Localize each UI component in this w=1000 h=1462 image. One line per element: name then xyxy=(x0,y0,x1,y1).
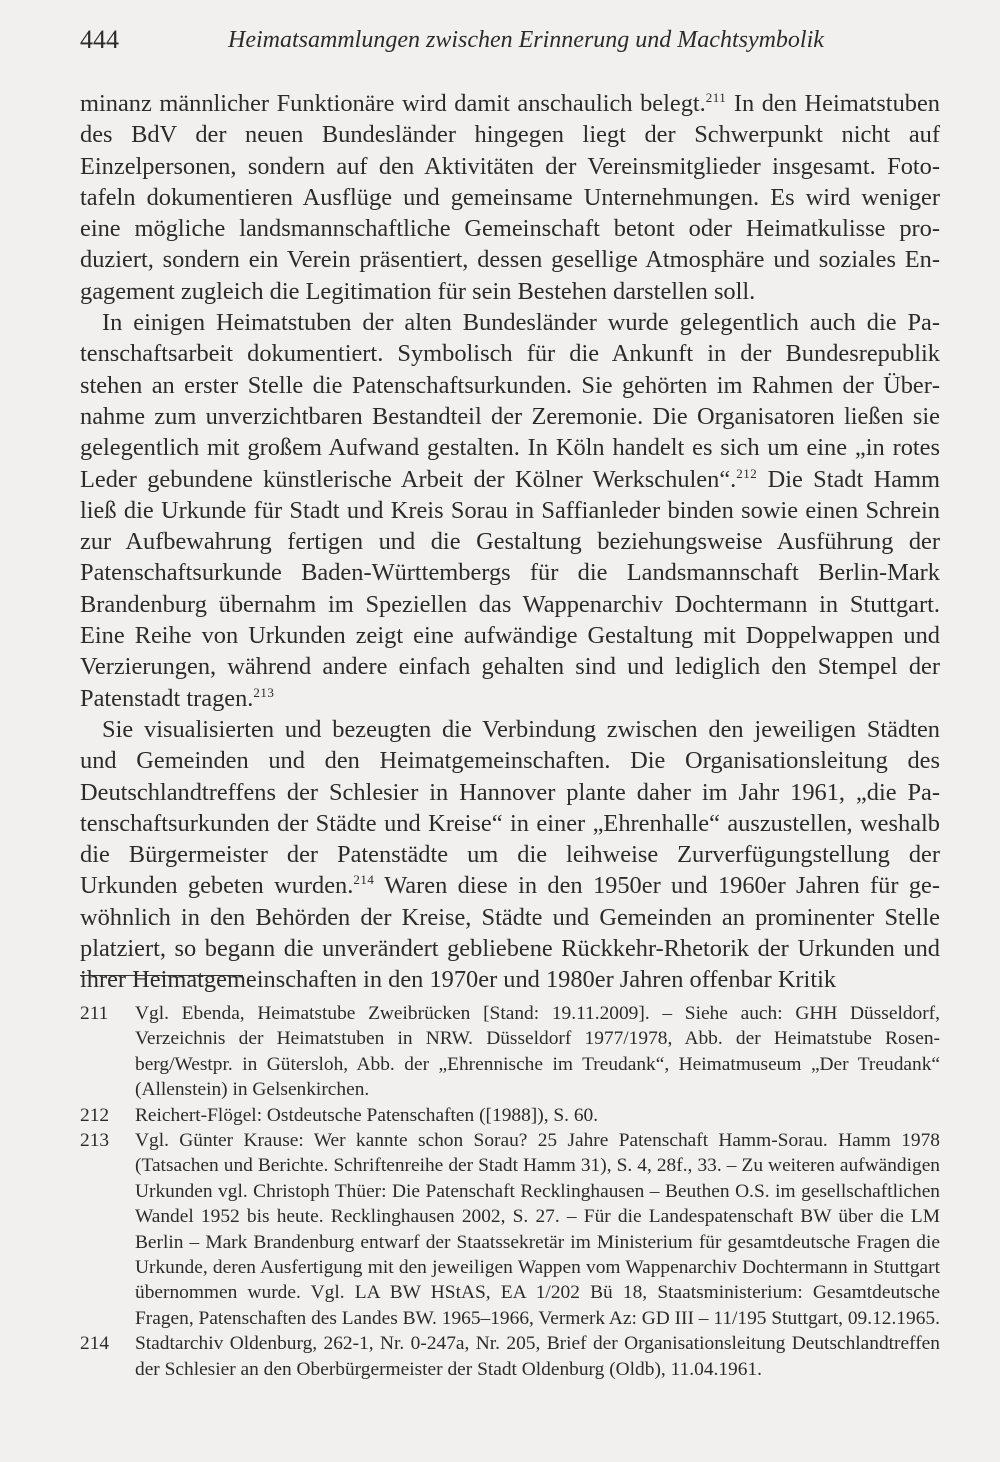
page-number: 444 xyxy=(80,25,119,54)
paragraph-3 xyxy=(80,714,940,996)
footnote-text: Vgl. Günter Krause: Wer kannte schon Sorau? 25 Jahre Patenschaft Hamm-Sorau. Hamm 1978 (Tatsachen und Berichte. Schriftenreihe der Stadt Hamm 31), S. 4, 28f., 33. – Zu weiteren aufwändigen Urkunden vgl. Christoph Thüer: Die Patenschaft Recklinghausen – Beuthen O.S. im gesellschaftlichen Wandel 1952 bis heute. Recklinghausen 2002, S. 27. – Für die Landespatenschaft BW über die LM Berlin – Mark Brandenburg entwarf der Staatssekretär im Ministerium für gesamtdeutsche Fragen die Urkunde, deren Ausfertigung mit den jeweiligen Wappen vom Wappenarchiv Dochtermann in Stuttgart übernommen wurde. Vgl. LA BW HStAS, EA 1/202 Bü 18, Staatsministerium: Gesamtdeutsche Fragen, Patenschaften des Landes BW. 1965–1966, Vermerk Az: GD III – 11/195 Stuttgart, 09.12.1965. xyxy=(135,1130,940,1329)
footnote-text: Stadtarchiv Oldenburg, 262-1, Nr. 0-247a, Nr. 205, Brief der Organisationsleitung Deutschlandtreffen der Schlesier an den Oberbürgermeister der Stadt Oldenburg (Oldb), 11.04.1961. xyxy=(135,1333,940,1380)
footnote-ref-213: 213 xyxy=(253,684,275,700)
footnote-211 xyxy=(80,1001,940,1103)
footnote-text: Vgl. Ebenda, Heimatstube Zweibrücken [Stand: 19.11.2009]. – Siehe auch: GHH Düsseldorf, Verzeichnis der Heimatstuben in NRW. Düsseldorf 1977/1978, Abb. der Heimatstube Rosenberg/Westpr. in Gütersloh, Abb. der „Ehrennische im Treudank“, Heimatmuseum „Der Treudank“ (Allenstein) in Gelsenkirchen. xyxy=(135,1003,940,1101)
main-text xyxy=(80,88,940,996)
footnotes xyxy=(80,1001,940,1382)
footnote-number: 212 xyxy=(80,1104,110,1126)
paragraph-1-text-a: minanz männlicher Funktionäre wird damit anschaulich belegt. xyxy=(80,90,706,117)
running-header xyxy=(80,22,940,58)
footnote-212 xyxy=(80,1103,940,1128)
footnote-ref-214: 214 xyxy=(353,872,375,888)
footnote-number: 211 xyxy=(80,1003,109,1024)
footnote-ref-211: 211 xyxy=(705,89,727,105)
footnote-213 xyxy=(80,1128,940,1331)
footnote-divider xyxy=(80,975,243,976)
footnote-214 xyxy=(80,1331,940,1382)
paragraph-3-text-a: Sie visualisierten und bezeugten die Verbindung zwischen den jeweiligen Städten und Gemeinden und den Heimatgemeinschaften. Die Organisationsleitung des Deutschlandtreffens der Schlesier in Hannover plante daher im Jahr 1961, „die Patenschaftsurkunden der Städte und Kreise“ in einer „Ehrenhalle“ auszustellen, weshalb die Bürgermeister der Patenstädte um die leihweise Zurverfügungstellung der Urkunden gebeten wurden. xyxy=(80,715,940,900)
paragraph-2 xyxy=(80,307,940,714)
footnote-text: Reichert-Flögel: Ostdeutsche Patenschaften ([1988]), S. 60. xyxy=(135,1104,599,1126)
footnote-number: 213 xyxy=(80,1130,110,1152)
running-title: Heimatsammlungen zwischen Erinnerung und Machtsymbolik xyxy=(228,27,824,53)
paragraph-3-text-b: Waren diese in den 1950er und 1960er Jahren für gewöhnlich in den Behörden der Kreise, Städte und Gemeinden an prominenter Stelle platziert, so begann die unverändert gebliebene Rückkehr-Rhetorik der Urkunden und ihrer Heimatgemeinschaften in den 1970er und 1980er Jahren offenbar Kritik xyxy=(80,872,940,994)
footnote-number: 214 xyxy=(80,1333,110,1355)
footnote-ref-212: 212 xyxy=(736,465,758,481)
paragraph-1 xyxy=(80,88,940,307)
paragraph-2-text-b: Die Stadt Hamm ließ die Urkunde für Stadt und Kreis Sorau in Saffianleder binden sowie einen Schrein zur Aufbewahrung fertigen und die Gestaltung beziehungsweise Ausführung der Patenschaftsurkunde Baden-Württembergs für die Landsmannschaft Berlin-Mark Brandenburg übernahm im Speziellen das Wappenarchiv Dochtermann in Stuttgart. Eine Reihe von Urkunden zeigt eine aufwändige Gestaltung mit Doppelwappen und Verzierungen, während andere einfach gehalten sind und lediglich den Stempel der Patenstadt tragen. xyxy=(80,465,940,712)
paragraph-1-text-b: In den Heimatstuben des BdV der neuen Bundesländer hingegen liegt der Schwerpunkt nicht auf Einzelpersonen, sondern auf den Aktivitäten der Vereinsmitglieder insgesamt. Fototafeln dokumentieren Ausflüge und gemeinsame Unternehmungen. Es wird weniger eine mögliche landsmannschaftliche Gemeinschaft betont oder Heimatkulisse produziert, sondern ein Verein präsentiert, dessen gesellige Atmosphäre und soziales Engagement zugleich die Legitimation für sein Bestehen darstellen soll. xyxy=(80,90,940,305)
paragraph-2-text-a: In einigen Heimatstuben der alten Bundesländer wurde gelegentlich auch die Patenschaftsarbeit dokumentiert. Symbolisch für die Ankunft in der Bundesrepublik stehen an erster Stelle die Patenschaftsurkunden. Sie gehörten im Rahmen der Übernahme zum unverzichtbaren Bestandteil der Zeremonie. Die Organisatoren ließen sie gelegentlich mit großem Aufwand gestalten. In Köln handelt es sich um eine „in rotes Leder gebundene künstlerische Arbeit der Kölner Werkschulen“. xyxy=(80,309,940,493)
